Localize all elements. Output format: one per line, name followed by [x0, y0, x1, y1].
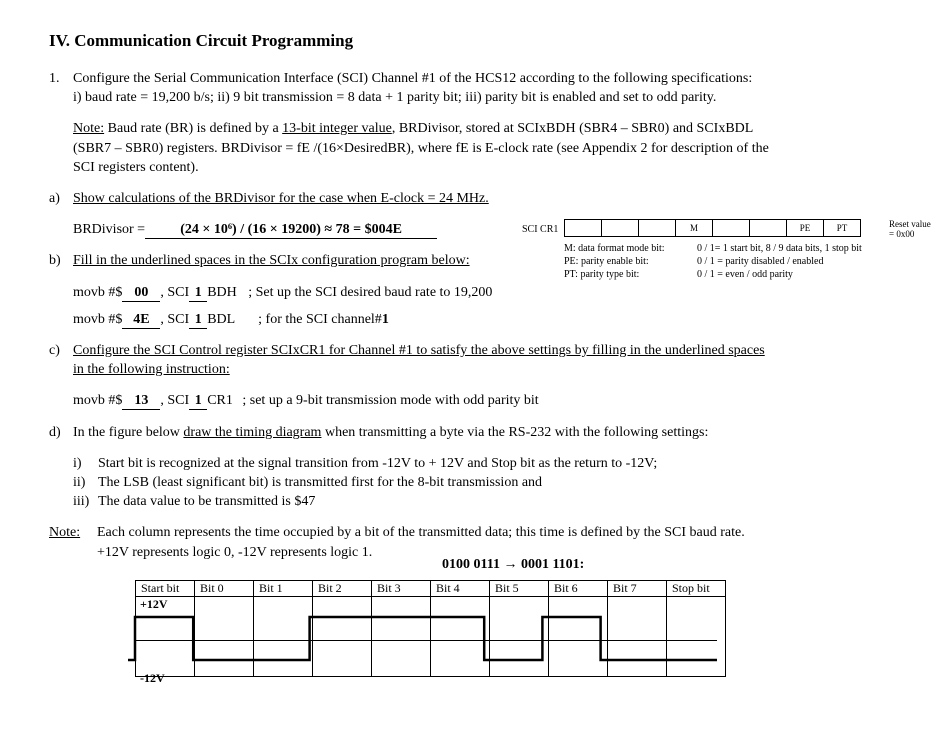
waveform-group — [128, 617, 717, 660]
note2-label: Note: — [49, 525, 81, 540]
bdh-value-blank[interactable]: 00 — [122, 285, 160, 302]
binary-conversion: 0100 0111 → 0001 1101: — [442, 557, 585, 572]
part-c-line-1: Configure the SCI Control register SCIxCR1 for Channel #1 to satisfy the above settings by filling in the underlined spaces — [73, 343, 765, 358]
note-paragraph-line-2: (SBR7 – SBR0) registers. BRDivisor = fE /(16×DesiredBR), where fE is E-clock rate (see Appendix 2 for description of the — [73, 141, 769, 156]
minus-12v-label: -12V — [140, 671, 165, 685]
legend-pe-desc: 0 / 1 = parity disabled / enabled — [697, 256, 824, 267]
brdivisor-label: BRDivisor = — [73, 222, 146, 237]
brdivisor-answer[interactable]: (24 × 10⁶) / (16 × 19200) ≈ 78 = $004E — [145, 222, 437, 239]
code-mid: , SCI — [160, 285, 190, 300]
timing-header: Stop bit — [667, 581, 726, 597]
question-line-1: Configure the Serial Communication Interface (SCI) Channel #1 of the HCS12 according to the following specifications: — [73, 71, 753, 86]
part-d-pre: In the figure below — [73, 425, 180, 440]
timing-header: Bit 7 — [608, 581, 667, 597]
bdl-value-blank[interactable]: 4E — [122, 312, 160, 329]
setting-item-text: The data value to be transmitted is $47 — [98, 494, 316, 509]
question-number: 1. — [49, 71, 60, 86]
code-comment: ; Set up the SCI desired baud rate to 19,200 — [248, 285, 493, 300]
timing-header: Bit 2 — [313, 581, 372, 597]
code-register: CR1 — [207, 393, 233, 408]
timing-header: Bit 3 — [372, 581, 431, 597]
legend-pt-key: PT: parity type bit: — [564, 269, 640, 280]
timing-header: Bit 0 — [195, 581, 254, 597]
reset-value: = 0x00 — [889, 229, 915, 239]
part-d-underlined: draw the timing diagram — [183, 425, 322, 440]
code-comment: ; set up a 9-bit transmission mode with odd parity bit — [242, 393, 539, 408]
note2-line-1: Each column represents the time occupied by a bit of the transmitted data; this time is defined by the SCI baud rate. — [97, 525, 745, 540]
note-paragraph-line-3: SCI registers content). — [73, 160, 199, 175]
setting-item-num: i) — [73, 456, 82, 471]
code-register: BDL — [207, 312, 235, 327]
part-c-label: c) — [49, 343, 60, 358]
cr1-channel-blank[interactable]: 1 — [189, 393, 207, 410]
part-d-label: d) — [49, 425, 61, 440]
timing-header: Bit 5 — [490, 581, 549, 597]
note-text-c: , BRDivisor, stored at SCIxBDH (SBR4 – SBR0) and SCIxBDL — [391, 121, 754, 136]
legend-m-key: M: data format mode bit: — [564, 243, 665, 254]
waveform-line — [128, 617, 717, 660]
reset-value-label: Reset value — [889, 219, 931, 229]
code-mid: , SCI — [160, 393, 190, 408]
part-c-line-2: in the following instruction: — [73, 362, 230, 377]
part-b-label: b) — [49, 253, 61, 268]
code-prefix: movb #$ — [73, 393, 123, 408]
bdh-channel-blank[interactable]: 1 — [189, 285, 207, 302]
code-mid: , SCI — [160, 312, 190, 327]
part-a-text: Show calculations of the BRDivisor for the case when E-clock = 24 MHz. — [73, 191, 489, 206]
scicr1-bit-pt: PT — [824, 220, 861, 237]
timing-header: Start bit — [136, 581, 195, 597]
bdl-channel-blank[interactable]: 1 — [189, 312, 207, 329]
section-title: IV. Communication Circuit Programming — [49, 31, 354, 50]
note2-line-2: +12V represents logic 0, -12V represents logic 1. — [97, 545, 373, 560]
legend-m-desc: 0 / 1= 1 start bit, 8 / 9 data bits, 1 stop bit — [697, 243, 862, 254]
code-comment: ; for the SCI channel# — [258, 312, 382, 327]
part-b-text: Fill in the underlined spaces in the SCIx configuration program below: — [73, 253, 470, 268]
timing-header: Bit 4 — [431, 581, 490, 597]
code-register: BDH — [207, 285, 237, 300]
scicr1-label: SCI CR1 — [522, 224, 559, 235]
setting-item-text: Start bit is recognized at the signal transition from -12V to + 12V and Stop bit as the return to -12V; — [98, 456, 658, 471]
legend-pt-desc: 0 / 1 = even / odd parity — [697, 269, 793, 280]
code-comment-channel: 1 — [381, 312, 389, 327]
scicr1-bit-m: M — [676, 220, 713, 237]
timing-header: Bit 1 — [254, 581, 313, 597]
part-a-label: a) — [49, 191, 60, 206]
timing-header: Bit 6 — [549, 581, 608, 597]
code-prefix: movb #$ — [73, 285, 123, 300]
scicr1-bit-pe: PE — [787, 220, 824, 237]
note-text-a: Baud rate (BR) is defined by a — [107, 121, 279, 136]
legend-pe-key: PE: parity enable bit: — [564, 256, 649, 267]
question-line-2: i) baud rate = 19,200 b/s; ii) 9 bit transmission = 8 data + 1 parity bit; iii) parity bit is enabled and set to odd parity. — [73, 90, 717, 105]
setting-item-text: The LSB (least significant bit) is transmitted first for the 8-bit transmission and — [98, 475, 543, 490]
setting-item-num: iii) — [73, 494, 90, 509]
part-d-post: when transmitting a byte via the RS-232 with the following settings: — [324, 425, 709, 440]
setting-item-num: ii) — [73, 475, 86, 490]
code-prefix: movb #$ — [73, 312, 123, 327]
note-label: Note: — [73, 121, 105, 136]
cr1-value-blank[interactable]: 13 — [122, 393, 160, 410]
note-text-underlined: 13-bit integer value — [282, 121, 392, 136]
plus-12v-label: +12V — [140, 597, 168, 611]
